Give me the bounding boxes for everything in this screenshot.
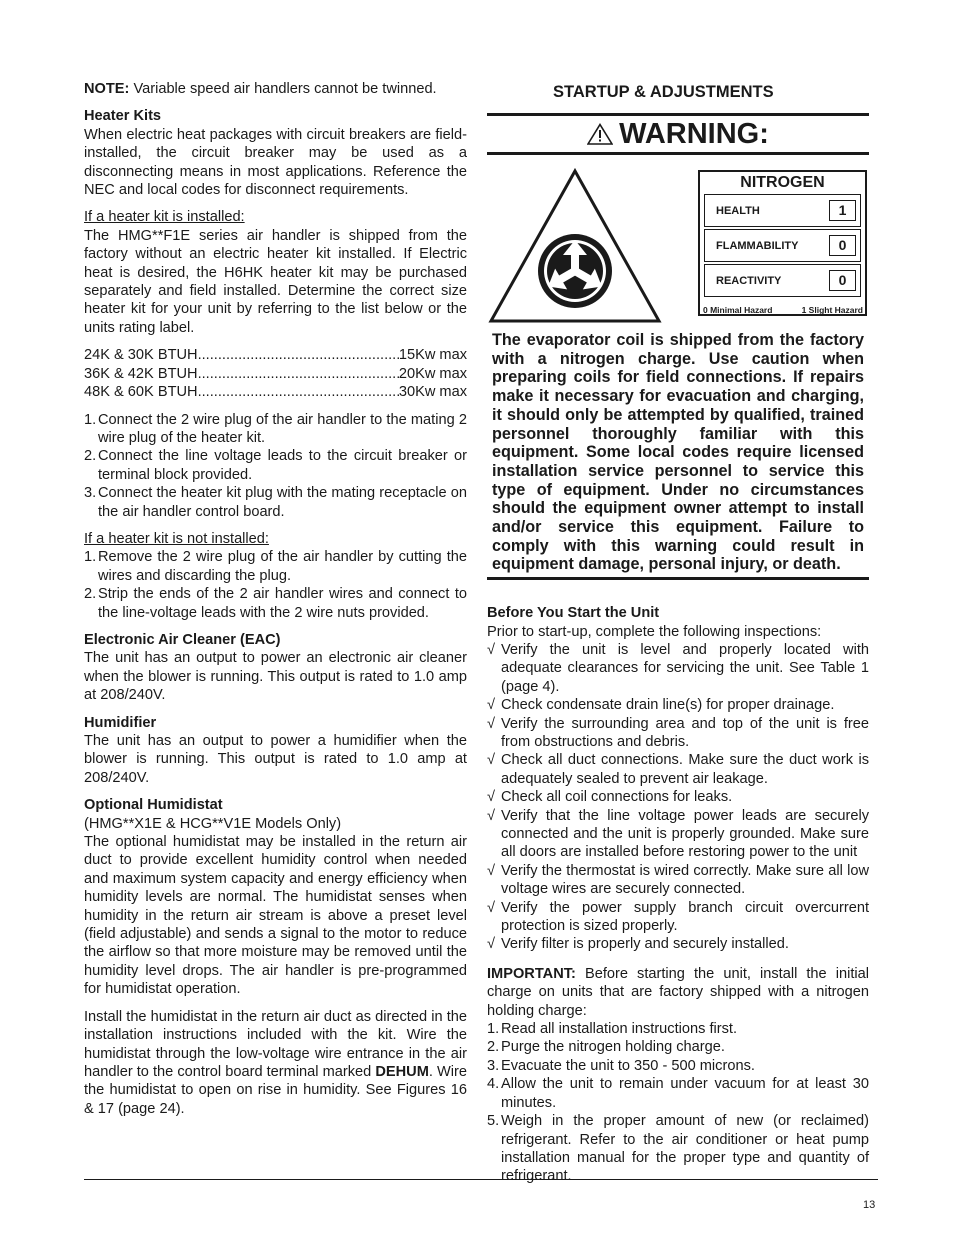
nitrogen-hazard-table	[698, 170, 867, 316]
section-title: STARTUP & ADJUSTMENTS	[553, 83, 774, 101]
list-item: 5. Weigh in the proper amount of new (or reclaimed) refrigerant. Refer to the air conditioner or heat pump installation manual for the proper type and quantity of refrigerant.	[487, 1113, 869, 1185]
check-mark-icon: √	[487, 807, 496, 824]
hazard-area	[487, 155, 869, 331]
hazard-value: 1	[829, 200, 856, 221]
startup-steps	[487, 1020, 869, 1186]
check-mark-icon: √	[487, 641, 496, 658]
note-paragraph	[84, 80, 467, 98]
humidistat-text-1: The optional humidistat may be installed in the return air duct to provide excellent humidity control when needed and maximum system capacity and energy efficiency when humidity levels are normal. The humidistat senses when humidity in the return air stream is above a preset level (field adjustable) and sends a signal to the motor to reduce the airflow so that more moisture may be removed until the humidity level drops. The air handler is pre-programmed for humidistat operation.	[84, 834, 467, 998]
hazard-row-flammability: FLAMMABILITY 0	[704, 229, 861, 262]
list-item: 2. Strip the ends of the 2 air handler wires and connect to the line-voltage leads with the 2 wire nuts provided.	[84, 586, 467, 621]
checklist-item	[487, 862, 869, 899]
heater-installed-label: If a heater kit is installed:	[84, 209, 245, 226]
checklist-item	[487, 935, 869, 953]
list-item: 1. Remove the 2 wire plug of the air handler by cutting the wires and discarding the plug.	[84, 549, 467, 584]
checklist-item-text: Verify that the line voltage power leads are securely connected and the unit is properly grounded. Make sure all doors are installed before restoring power to the unit	[501, 807, 869, 861]
heater-size-row: 24K & 30K BTUH ..... 15Kw max	[84, 346, 467, 364]
hazard-row-health: HEALTH 1	[704, 194, 861, 227]
checklist-item	[487, 899, 869, 936]
checklist-item	[487, 715, 869, 752]
list-item: 2. Connect the line voltage leads to the circuit breaker or terminal block provided.	[84, 448, 467, 483]
checklist-item-text: Verify the thermostat is wired correctly. Make sure all low voltage wires are securely connected.	[501, 862, 869, 898]
important-label: IMPORTANT:	[487, 965, 576, 982]
heater-installed-steps	[84, 411, 467, 521]
checklist-item	[487, 641, 869, 696]
eac-heading: Electronic Air Cleaner (EAC)	[84, 631, 281, 648]
check-mark-icon: √	[487, 899, 496, 916]
warning-text: The evaporator coil is shipped from the factory with a nitrogen charge. Use caution when preparing coils for field connections. If repairs make it necessary for evacuation and charging, it should only be attempted by qualified, trained personnel thoroughly familiar with this equipment. Some local codes require licensed installation service personnel to service this type of equipment. Under no circumstances should the equipment owner attempt to install and/or service this equipment. Failure to comply with this warning could result in equipment damage, personal injury, or death.	[487, 331, 869, 580]
heater-installed-text: The HMG**F1E series air handler is shipped from the factory without an electric heater kit installed. If Electric heat is desired, the H6HK heater kit may be purchased separately and field installed. Determine the correct size heater kit for your unit by referring to the list below or the units rating label.	[84, 227, 467, 336]
warning-banner	[487, 113, 869, 155]
hazard-value: 0	[829, 235, 856, 256]
left-column	[84, 80, 467, 1118]
inspection-checklist	[487, 641, 869, 954]
checklist-item-text: Verify the power supply branch circuit overcurrent protection is sized properly.	[501, 899, 869, 935]
before-start-intro: Prior to start-up, complete the following inspections:	[487, 623, 822, 640]
check-mark-icon: √	[487, 715, 496, 732]
nitrogen-title: NITROGEN	[740, 174, 825, 191]
hazard-value: 0	[829, 270, 856, 291]
before-start-heading: Before You Start the Unit	[487, 605, 660, 622]
check-mark-icon: √	[487, 936, 496, 953]
eac-text: The unit has an output to power an electronic air cleaner when the blower is running. This output is rated to 1.0 amp at 208/240V.	[84, 650, 467, 704]
compressed-gas-hazard-icon	[487, 167, 663, 325]
check-mark-icon: √	[487, 697, 496, 714]
note-text: Variable speed air handlers cannot be twinned.	[129, 81, 437, 97]
list-item: 1. Connect the 2 wire plug of the air handler to the mating 2 wire plug of the heater kit.	[84, 411, 467, 446]
checklist-item	[487, 696, 869, 714]
checklist-item-text: Check all coil connections for leaks.	[501, 789, 733, 806]
checklist-item	[487, 807, 869, 862]
humidistat-heading: Optional Humidistat	[84, 797, 223, 814]
warning-title: WARNING:	[619, 117, 769, 150]
humidistat-models: (HMG**X1E & HCG**V1E Models Only)	[84, 815, 342, 832]
list-item: 4. Allow the unit to remain under vacuum for at least 30 minutes.	[487, 1076, 869, 1111]
checklist-item-text: Verify filter is properly and securely installed.	[501, 936, 789, 953]
checklist-item-text: Verify the unit is level and properly located with adequate clearances for servicing the unit. See Table 1 (page 4).	[501, 641, 869, 695]
heater-kits-intro: When electric heat packages with circuit breakers are field-installed, the circuit breaker may be used as a disconnecting means in most applications. Reference the NEC and local codes for disconnect requirements.	[84, 126, 467, 199]
important-paragraph: IMPORTANT: Before starting the unit, install the initial charge on units that are factory shipped with a nitrogen holding charge:	[487, 965, 869, 1019]
note-label: NOTE:	[84, 81, 130, 97]
heater-size-row: 48K & 60K BTUH ..... 30Kw max	[84, 383, 467, 401]
humidifier-text: The unit has an output to power a humidifier when the blower is running. This output is rated to 1.0 amp at 208/240V.	[84, 733, 467, 786]
check-mark-icon: √	[487, 752, 496, 769]
list-item: 1. Read all installation instructions first.	[487, 1021, 738, 1038]
checklist-item-text: Check all duct connections. Make sure the duct work is adequately sealed to prevent air leakage.	[501, 752, 869, 787]
dehum-terminal: DEHUM	[375, 1063, 429, 1080]
checklist-item	[487, 788, 869, 806]
checklist-item-text: Check condensate drain line(s) for proper drainage.	[501, 697, 835, 714]
list-item: 2. Purge the nitrogen holding charge.	[487, 1039, 725, 1056]
hazard-legend: 0 Minimal Hazard 1 Slight Hazard	[703, 305, 863, 316]
warning-triangle-icon	[587, 123, 613, 145]
checklist-item	[487, 751, 869, 788]
page-number: 13	[863, 1199, 876, 1211]
footer-rule	[84, 1179, 878, 1180]
check-mark-icon: √	[487, 789, 496, 806]
heater-not-installed-steps	[84, 548, 467, 622]
heater-size-row: 36K & 42K BTUH ..... 20Kw max	[84, 365, 467, 383]
check-mark-icon: √	[487, 862, 496, 879]
heater-not-installed-label: If a heater kit is not installed:	[84, 530, 269, 547]
hazard-row-reactivity: REACTIVITY 0	[704, 264, 861, 297]
humidistat-text-2: Install the humidistat in the return air duct as directed in the installation instructions included with the kit. Wire the humidistat through the low-voltage wire entrance in the air handler to the control board terminal marked DEHUM. Wire the humidistat to open on rise in humidity. See Figures 16 & 17 (page 24).	[84, 1008, 467, 1117]
list-item: 3. Evacuate the unit to 350 - 500 microns.	[487, 1057, 755, 1074]
checklist-item-text: Verify the surrounding area and top of the unit is free from obstructions and debris.	[501, 715, 869, 750]
list-item: 3. Connect the heater kit plug with the mating receptacle on the air handler control board.	[84, 485, 467, 520]
heater-size-list	[84, 346, 467, 401]
heater-kits-heading: Heater Kits	[84, 108, 162, 125]
right-column	[487, 80, 869, 1186]
humidifier-heading: Humidifier	[84, 714, 157, 731]
